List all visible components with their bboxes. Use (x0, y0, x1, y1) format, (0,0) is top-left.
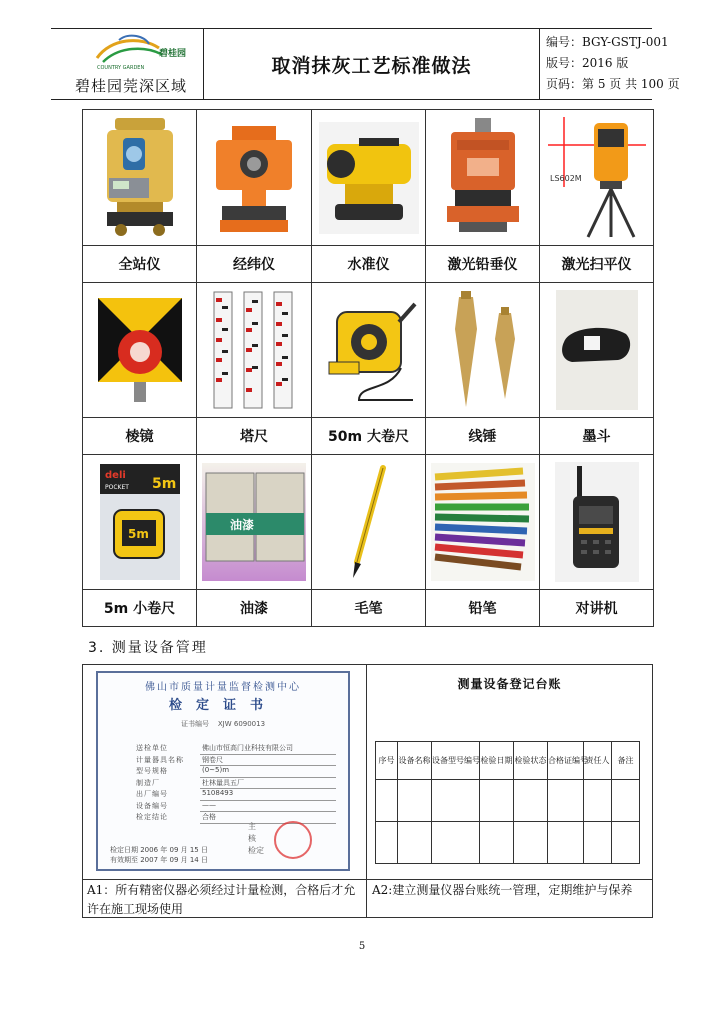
equipment-label: 水准仪 (312, 246, 426, 283)
ledger-header: 责任人 (584, 742, 612, 780)
equipment-table (82, 109, 654, 627)
level-instrument-cell (312, 110, 426, 246)
logo-subtext: COUNTRY GARDEN (97, 65, 145, 71)
tape-brand-label: deli (104, 470, 126, 481)
ink-line-cell (540, 283, 654, 418)
valid-until-date: 有效期至 2007 年 09 月 14 日 (110, 856, 208, 864)
pocket-tape-cell (83, 455, 197, 590)
equipment-image-row (83, 283, 654, 418)
equipment-label-row (83, 418, 654, 455)
equipment-label: 墨斗 (540, 418, 654, 455)
certificate-dates (110, 845, 340, 865)
row-divider (83, 879, 652, 880)
equipment-label: 经纬仪 (197, 246, 312, 283)
company-logo (89, 34, 199, 72)
certificate-field (136, 812, 336, 824)
field-value: 合格 (200, 812, 336, 824)
laser-leveler-model-label: LS602M (549, 173, 582, 183)
note-a2: A2:建立测量仪器台账统一管理，定期维护与保养 (372, 883, 633, 897)
ledger-table (375, 741, 640, 864)
total-station-cell (83, 110, 197, 246)
equipment-label: 激光扫平仪 (540, 246, 654, 283)
certificate-field (136, 766, 336, 778)
equipment-label-row (83, 246, 654, 283)
signature-line: 主 (248, 822, 256, 831)
equipment-image-row (83, 455, 654, 590)
field-key: 检定结论 (136, 813, 168, 821)
document-page: 页码：第 5 页 共 100 页 (546, 77, 680, 91)
plumb-bob-photo (437, 289, 529, 411)
laser-leveler-photo (548, 117, 646, 239)
ledger-empty-row (376, 822, 640, 864)
certificate-field (136, 755, 336, 767)
leveling-staff-photo (206, 288, 302, 412)
certificate-field (136, 801, 336, 813)
certificate-number (98, 719, 348, 729)
certificate-title: 检定证书 (168, 698, 277, 713)
equipment-management-table (82, 664, 653, 918)
field-value: 杜林量具五厂 (200, 778, 336, 790)
logo-text: 碧桂园 (159, 49, 187, 59)
leveling-staff-cell (197, 283, 312, 418)
ledger-header-row (376, 742, 640, 780)
ledger-title: 测量设备登记台账 (457, 677, 562, 691)
plumb-bob-cell (426, 283, 540, 418)
equipment-label: 全站仪 (83, 246, 197, 283)
equipment-label: 油漆 (197, 590, 312, 627)
field-value: 5108493 (200, 789, 336, 801)
section-heading: 3. 测量设备管理 (88, 640, 208, 656)
total-station-photo (97, 114, 183, 242)
equipment-label: 毛笔 (312, 590, 426, 627)
equipment-label: 线锤 (426, 418, 540, 455)
prism-cell (83, 283, 197, 418)
prism-photo (94, 294, 186, 406)
equipment-label: 对讲机 (540, 590, 654, 627)
certificate-fields (136, 743, 336, 824)
certificate-field (136, 778, 336, 790)
equipment-label-row (83, 590, 654, 627)
ledger-header: 备注 (612, 742, 640, 780)
certificate-number-value: XJW 6090013 (217, 720, 266, 728)
long-tape-photo (319, 292, 419, 408)
tape-face-label: 5m (127, 527, 149, 541)
paint-can-label: 油漆 (230, 518, 255, 532)
paint-photo (202, 463, 306, 581)
signature-line: 核 (248, 834, 256, 843)
field-key: 送检单位 (136, 744, 168, 752)
ledger-header: 检验状态 (514, 742, 548, 780)
field-value: 钢卷尺 (200, 755, 336, 767)
equipment-label: 棱镜 (83, 418, 197, 455)
ledger-header: 设备型号编号 (432, 742, 480, 780)
equipment-label: 塔尺 (197, 418, 312, 455)
ledger-header: 合格证编号 (548, 742, 584, 780)
header-logo-cell (51, 29, 204, 100)
field-key: 计量器具名称 (136, 755, 184, 764)
brush-cell (312, 455, 426, 590)
equipment-label: 激光铅垂仪 (426, 246, 540, 283)
pencil-cell (426, 455, 540, 590)
company-name: 碧桂园莞深区域 (74, 77, 187, 95)
calibration-date: 检定日期 2006 年 09 月 15 日 (110, 846, 208, 854)
level-instrument-photo (319, 122, 419, 234)
field-key: 型号规格 (136, 767, 168, 775)
laser-leveler-cell (540, 110, 654, 246)
field-value: —— (200, 801, 336, 813)
certificate-number-label: 证书编号 (180, 720, 209, 728)
long-tape-cell (312, 283, 426, 418)
equipment-label: 50m 大卷尺 (312, 418, 426, 455)
walkie-talkie-cell (540, 455, 654, 590)
ledger-empty-row (376, 780, 640, 822)
field-value: 佛山市恒高门业科技有限公司 (200, 743, 336, 755)
field-key: 出厂编号 (136, 790, 168, 798)
certificate-field (136, 743, 336, 755)
brush-photo (339, 462, 399, 582)
ledger-header: 检验日期 (480, 742, 514, 780)
document-version: 版号：2016 版 (546, 56, 629, 70)
calibration-certificate (96, 671, 350, 871)
document-meta (540, 29, 680, 100)
pencil-photo (431, 463, 535, 581)
equipment-label: 5m 小卷尺 (83, 590, 197, 627)
note-a1: A1：所有精密仪器必须经过计量检测，合格后才允许在施工现场使用 (87, 883, 356, 916)
laser-plummet-cell (426, 110, 540, 246)
equipment-image-row (83, 110, 654, 246)
theodolite-cell (197, 110, 312, 246)
field-key: 设备编号 (136, 801, 168, 810)
page-number: 5 (358, 941, 366, 952)
equipment-label: 铅笔 (426, 590, 540, 627)
page-header (51, 28, 680, 100)
field-value: (0~5)m (200, 766, 336, 778)
document-title: 取消抹灰工艺标准做法 (204, 29, 540, 100)
paint-cell (197, 455, 312, 590)
tape-pocket-label: POCKET (104, 484, 129, 491)
walkie-talkie-photo (555, 462, 639, 582)
ledger-header: 序号 (376, 742, 398, 780)
certificate-field (136, 789, 336, 801)
document-code: 编号：BGY-GSTJ-001 (546, 35, 669, 49)
theodolite-photo (208, 118, 300, 238)
certificate-org: 佛山市质量计量监督检测中心 (145, 682, 301, 693)
ledger-header: 设备名称 (398, 742, 432, 780)
field-key: 制造厂 (136, 778, 160, 787)
tape-size-label: 5m (151, 476, 176, 492)
pocket-tape-photo (100, 464, 180, 580)
signature-line: 检定 (248, 846, 264, 855)
ink-line-photo (556, 290, 638, 410)
laser-plummet-photo (437, 118, 529, 238)
